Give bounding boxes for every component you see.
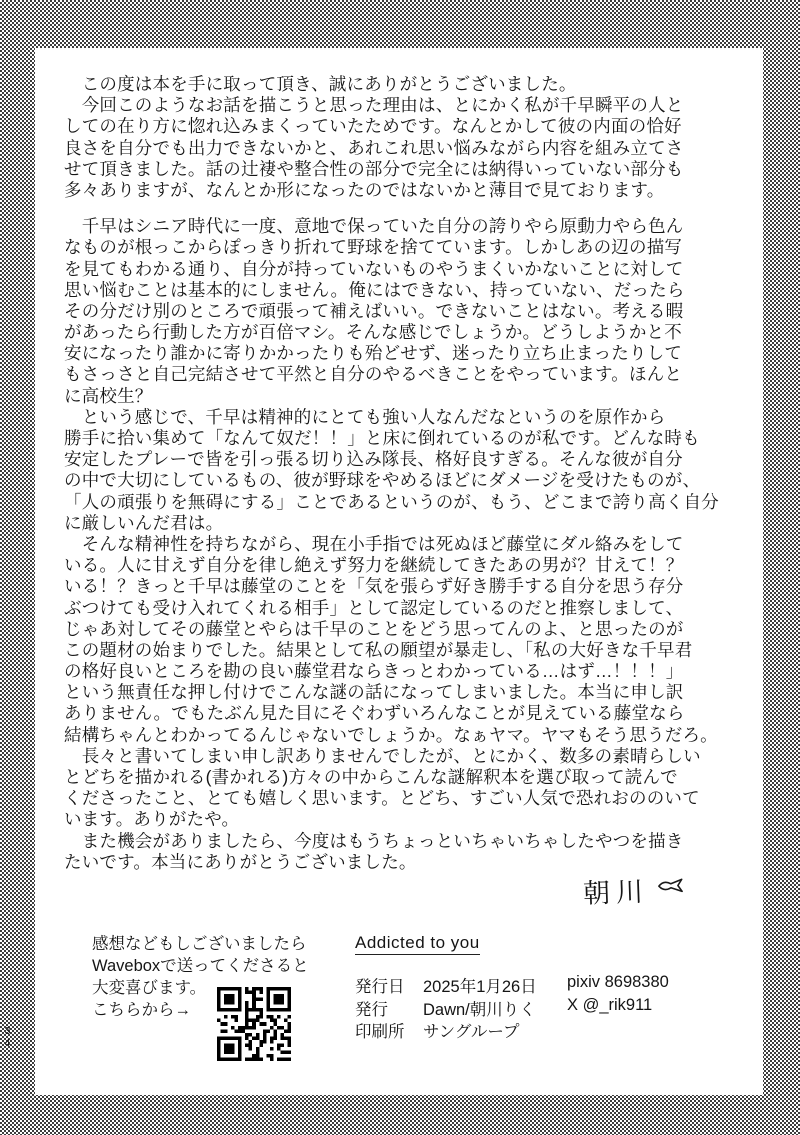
text-line: いる！？きっと千早は藤堂のことを「気を張らず好き勝手する自分を思う存分: [64, 576, 684, 597]
text-line: とどちを描かれる(書かれる)方々の中からこんな謎解釈本を選び取って読んで: [64, 767, 678, 787]
text-line: ありません。でもたぶん見た目にそぐわずいろんなことが見えている藤堂なら: [64, 703, 685, 724]
colophon-extra: pixiv 8698380: [567, 973, 669, 991]
text-line: じゃあ対してその藤堂とやらは千早のことをどう思ってんのよ、と思ったのが: [64, 618, 684, 639]
book-title: Addicted to you: [355, 933, 480, 955]
author-signature: [582, 868, 687, 911]
feedback-line: Waveboxで送ってくださると: [92, 957, 309, 975]
text-line: 思い悩むことは基本的にしません。俺にはできない、持っていない、だったら: [64, 279, 685, 300]
text-line: また機会がありましたら、今度はもうちょっといちゃいちゃしたやつを描き: [64, 830, 684, 851]
colophon-row: [355, 973, 735, 996]
feedback-line: こちらから→: [92, 1001, 191, 1019]
text-line: くださったこと、とても嬉しく思います。とどち、すごい人気で恐れおののいて: [64, 788, 700, 809]
text-line: に高校生？: [64, 385, 153, 406]
text-line: 多々ありますが、なんとか形になったのではないかと薄目で見ております。: [64, 179, 665, 200]
text-line: その分だけ別のところで頑張って補えばいい。できないことはない。考える暇: [64, 300, 684, 321]
feedback-line: 大変喜びます。: [92, 979, 207, 997]
page-number: 34: [2, 1026, 13, 1050]
colophon-extra: X @_rik911: [567, 995, 653, 1014]
paragraph: [64, 746, 754, 831]
afterword-text: [64, 74, 754, 873]
feedback-line: 感想などもしございましたら: [92, 935, 307, 953]
paragraph: [64, 407, 754, 534]
text-line: 結構ちゃんとわかってるんじゃないでしょうか。なぁヤマ。ヤマもそう思うだろ。: [64, 724, 718, 745]
text-line: たいです。本当にありがとうございました。: [64, 851, 417, 872]
colophon: [355, 933, 735, 1041]
paragraph: [64, 831, 754, 873]
text-line: います。ありがたや。: [64, 809, 240, 830]
text-line: この題材の始まりでした。結果として私の願望が暴走し、「私の大好きな千早君: [64, 639, 693, 660]
colophon-label: 印刷所: [355, 1023, 405, 1041]
text-line: という感じで、千早は精神的にとても強い人なんだなというのを原作から: [64, 406, 666, 427]
text-line: なものが根っこからぽっきり折れて野球を捨てています。しかしあの辺の描写: [64, 237, 683, 258]
text-line: 安定したプレーで皆を引っ張る切り込み隊長、格好良すぎる。そんな彼が自分: [64, 449, 683, 470]
text-line: 「人の頑張りを無碍にする」ことであるというのが、もう、どこまで誇り高く自分: [64, 491, 719, 512]
colophon-label: 発行: [355, 1000, 388, 1019]
text-line: そんな精神性を持ちながら、現在小手指では死ぬほど藤堂にダル絡みをして: [64, 533, 684, 554]
colophon-value: 2025年1月26日: [423, 978, 537, 996]
text-line: ぶつけても受け入れてくれる相手」として認定しているのだと推察しまして、: [64, 597, 684, 618]
text-line: の格好良いところを勘の良い藤堂君ならきっとわかっている…はず…！！！」: [64, 661, 684, 682]
colophon-extra: [567, 1018, 735, 1042]
colophon-row: [355, 1018, 735, 1041]
text-line: 勝手に拾い集めて「なんて奴だ！！」と床に倒れているのが私です。どんな時も: [64, 428, 700, 448]
page-sheet: [35, 48, 763, 1095]
signature-name: 朝川: [582, 876, 650, 909]
text-line: の中で大切にしているもの、彼が野球をやめるほどにダメージを受けたものが、: [64, 470, 701, 491]
text-line: いる。人に甘えず自分を律し絶えず努力を継続してきたあの男が？甘えて！？: [64, 555, 684, 576]
colophon-value: サングループ: [423, 1023, 520, 1041]
text-line: 千早はシニア時代に一度、意地で保っていた自分の誇りやら原動力やら色ん: [64, 216, 684, 237]
text-line: 長々と書いてしまい申し訳ありませんでしたが、とにかく、数多の素晴らしい: [64, 745, 701, 766]
text-line: があったら行動した方が百倍マシ。そんな感じでしょうか。どうしようかと不: [64, 322, 682, 343]
paragraph: [64, 534, 754, 746]
colophon-row: [355, 996, 735, 1019]
text-line: もさっさと自己完結させて平然と自分のやるべきことをやっています。ほんと: [64, 364, 683, 385]
text-line: 安になったり誰かに寄りかかったりも殆どせず、迷ったり立ち止まったりして: [64, 343, 683, 364]
text-line: この度は本を手に取って頂き、誠にありがとうございました。: [64, 74, 577, 94]
qr-code: [217, 987, 291, 1061]
paragraph: [64, 216, 754, 407]
colophon-value: Dawn/朝川りく: [423, 1000, 536, 1019]
fish-doodle-icon: [657, 877, 688, 899]
text-line: を見てもわかる通り、自分が持っていないものやうまくいかないことに対して: [64, 258, 684, 279]
text-line: せて頂きました。話の辻褄や整合性の部分で完全には納得いっていない部分も: [64, 158, 684, 179]
text-line: 良さを自分でも出力できないかと、あれこれ思い悩みながら内容を組み立てさ: [64, 137, 684, 158]
text-line: という無責任な押し付けでこんな謎の話になってしまいました。本当に申し訳: [64, 682, 684, 703]
colophon-rows: [355, 973, 735, 1041]
text-line: しての在り方に惚れ込みまくっていたためです。なんとかして彼の内面の恰好: [64, 116, 682, 137]
paragraph: [64, 74, 754, 201]
colophon-label: 発行日: [355, 978, 405, 996]
text-line: 今回このようなお話を描こうと思った理由は、とにかく私が千早瞬平の人と: [64, 95, 684, 116]
text-line: に厳しいんだ君は。: [64, 512, 224, 533]
